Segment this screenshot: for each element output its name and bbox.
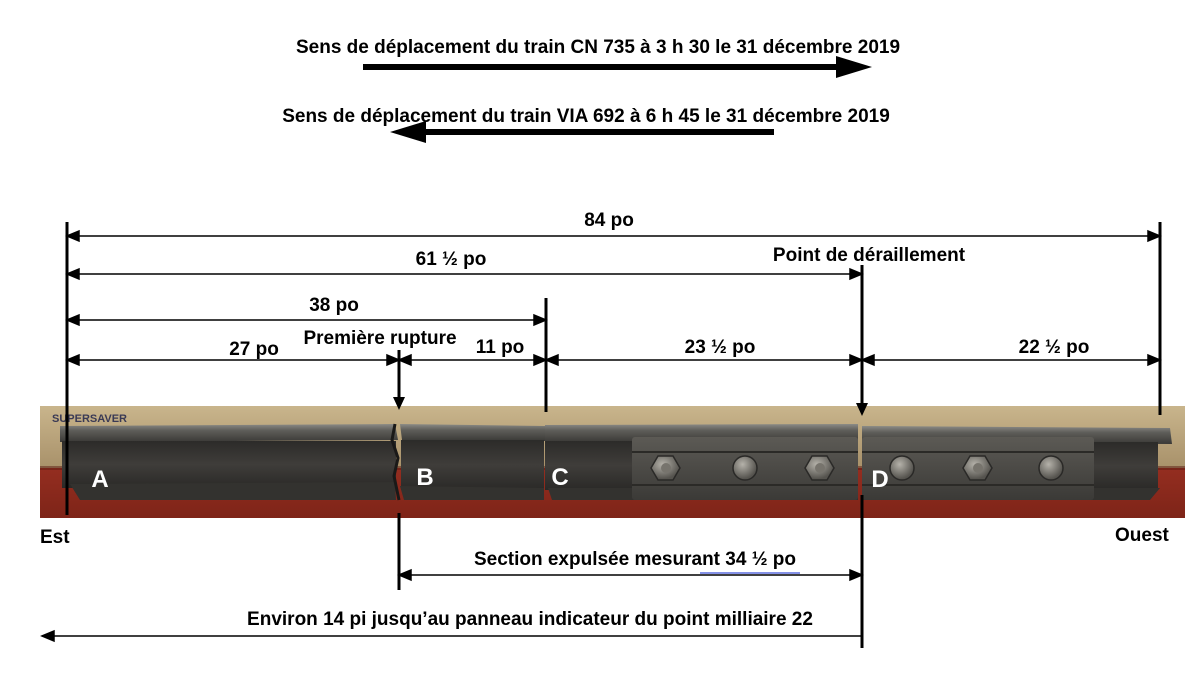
dim-label-total: 84 po bbox=[584, 210, 634, 231]
dim-label-a-b: 27 po bbox=[229, 339, 279, 360]
dim-label-to-c: 38 po bbox=[309, 295, 359, 316]
direction-arrows bbox=[363, 56, 872, 143]
dim-label-c-d: 23 ½ po bbox=[684, 337, 756, 358]
dim-label-b-c: 11 po bbox=[475, 337, 525, 358]
segment-label-a: A bbox=[91, 466, 109, 493]
east-label: Est bbox=[40, 527, 70, 548]
dim-label-to-derailment: 61 ½ po bbox=[415, 249, 487, 270]
dim-label-d-end: 22 ½ po bbox=[1018, 337, 1090, 358]
west-label: Ouest bbox=[1115, 525, 1169, 546]
segment-label-b: B bbox=[416, 464, 434, 491]
ejected-section-label: Section expulsée mesurant 34 ½ po bbox=[473, 549, 797, 570]
train-via-direction-label: Sens de déplacement du train VIA 692 à 6 h 45 le 31 décembre 2019 bbox=[282, 106, 890, 127]
rail-photo bbox=[40, 406, 1185, 518]
box-print-text: SUPERSAVER bbox=[52, 413, 127, 425]
milepost-distance-label: Environ 14 pi jusqu’au panneau indicateur du point milliaire 22 bbox=[247, 609, 813, 630]
first-break-label: Première rupture bbox=[303, 328, 457, 349]
arrow-head-west bbox=[836, 56, 872, 78]
train-cn-direction-label: Sens de déplacement du train CN 735 à 3 h 30 le 31 décembre 2019 bbox=[295, 37, 901, 58]
derailment-point-label: Point de déraillement bbox=[772, 245, 966, 266]
segment-label-d: D bbox=[871, 466, 889, 493]
segment-label-c: C bbox=[551, 464, 569, 491]
rail-segment-ab bbox=[60, 424, 399, 500]
